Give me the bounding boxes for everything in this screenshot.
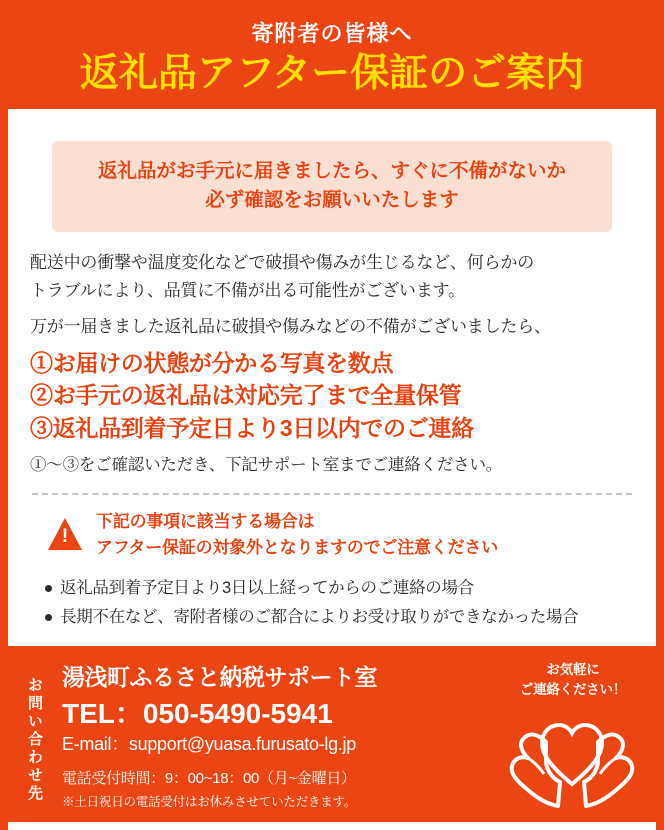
warning-row xyxy=(30,509,634,560)
steps-list xyxy=(30,347,634,445)
contact-hours: 電話受付時間：9：00~18：00（月~金曜日） xyxy=(62,770,356,788)
notice-line-1: 返礼品がお手元に届きましたら、すぐに不備がないか xyxy=(97,160,566,183)
contact-tab-label: お問い合わせ先 xyxy=(26,677,43,804)
contact-holiday-note: ※土日祝日の電話受付はお休みさせていただきます。 xyxy=(62,794,357,809)
notice-line-2: 必ず確認をお願いいたします xyxy=(205,189,459,212)
contact-illustration xyxy=(488,656,656,822)
art-caption-line-2: ご連絡ください！ xyxy=(519,681,627,697)
intro-line-1: 配送中の衝撃や温度変化などで破損や傷みが生じるなど、何らかの xyxy=(30,252,534,272)
header-subtitle: 寄附者の皆様へ xyxy=(251,21,413,46)
contact-tab xyxy=(8,656,60,822)
intro-line-3: 万が一届きました返礼品に破損や傷みなどの不備がございましたら、 xyxy=(30,317,551,337)
step-item-1: ①お届けの状態が分かる写真を数点 xyxy=(30,349,394,376)
art-caption xyxy=(498,660,648,699)
warning-line-1: 下記の事項に該当する場合は xyxy=(96,512,315,532)
intro-line-2: トラブルにより、品質に不備が出る可能性がございます。 xyxy=(30,280,465,300)
step-item-2: ②お手元の返礼品は対応完了まで全量保管 xyxy=(30,382,462,409)
warning-line-2: アフター保証の対象外となりますのでご注意ください xyxy=(96,537,499,557)
contact-email[interactable]: E-mail：support@yuasa.furusato-lg.jp xyxy=(62,733,356,754)
notice-box xyxy=(52,141,612,232)
exclusions-list xyxy=(44,574,634,632)
contact-band xyxy=(8,646,656,822)
warning-triangle-icon: ! xyxy=(48,518,82,552)
poster-body xyxy=(8,109,656,830)
poster-header xyxy=(8,8,656,109)
after-note: ①〜③をご確認いただき、下記サポート室までご連絡ください。 xyxy=(30,455,503,474)
art-caption-line-1: お気軽に xyxy=(546,662,600,678)
warning-text xyxy=(96,509,498,560)
contact-phone[interactable]: TEL：050-5490-5941 xyxy=(62,697,333,729)
contact-details xyxy=(60,656,488,822)
exclusion-item-2: 長期不在など、寄附者様のご都合によりお受け取りができなかった場合 xyxy=(44,603,634,632)
header-title: 返礼品アフター保証のご案内 xyxy=(79,52,585,96)
hands-holding-heart-icon xyxy=(502,698,642,813)
dashed-divider xyxy=(32,493,632,495)
contact-org-name: 湯浅町ふるさと納税サポート室 xyxy=(62,664,377,691)
step-item-3: ③返礼品到着予定日より3日以内でのご連絡 xyxy=(30,414,474,441)
exclusion-item-1: 返礼品到着予定日より3日以上経ってからのご連絡の場合 xyxy=(44,574,634,603)
